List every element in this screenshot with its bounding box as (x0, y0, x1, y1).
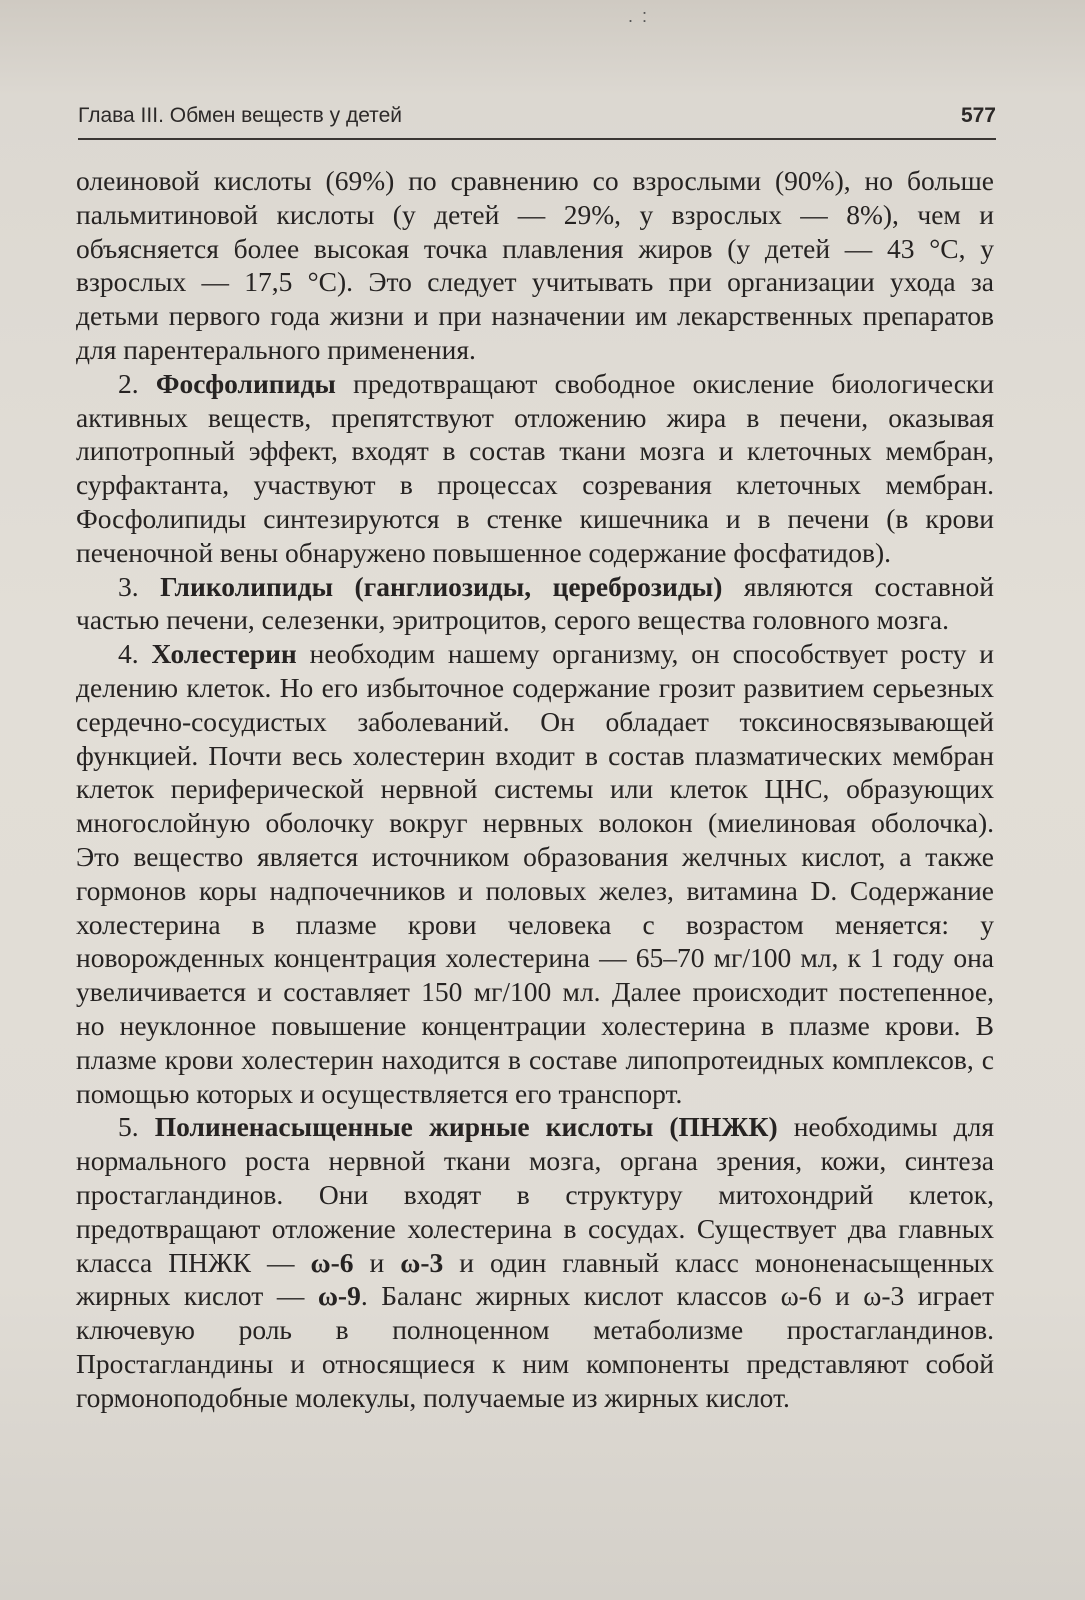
bold-term: ω-9 (317, 1280, 361, 1312)
bold-term: Полиненасыщенные жирные кислоты (ПНЖК) (154, 1111, 778, 1143)
bold-term: Гликолипиды (ганглиозиды, цереброзиды) (160, 570, 723, 602)
paragraph (76, 164, 994, 367)
paragraph-text: необходим нашему организму, он способствует росту и делению клеток. Но его избыточное содержание грозит развитием серьезных сердечно-сосудистых заболеваний. Он обладает токсиносвязывающей функцией. Почти весь холестерин входит в состав плазматических мембран клеток периферической нервной системы или клеток ЦНС, образующих многослойную оболочку вокруг нервных волокон (миелиновая оболочка). Это вещество является источником образования желчных кислот, а также гормонов коры надпочечников и половых желез, витамина D. Содержание холестерина в плазме крови человека с возрастом меняется: у новорожденных концентрация холестерина — 65–70 мг/100 мл, к 1 году она увеличивается и составляет 150 мг/100 мл. Далее происходит постепенное, но неуклонное повышение концентрации холестерина в плазме крови. В плазме крови холестерин находится в составе липопротеидных комплексов, с помощью которых и осуществляется его транспорт. (76, 638, 994, 1109)
paragraph-text: необходимы для нормального роста нервной ткани мозга, органа зрения, кожи, синтеза простагландинов. Они входят в структуру митохондрий клеток, предотвращают отложение холестерина в сосудах. Существует два главных класса ПНЖК — (76, 1111, 995, 1278)
paragraph-text: . Баланс жирных кислот классов ω-6 и ω-3 играет ключевую роль в полноценном метаболизме простагландинов. Простагландины и относящиеся к ним компоненты представляют собой гормоноподобные молекулы, получаемые из жирных кислот. (76, 1280, 994, 1413)
bold-term: ω-3 (400, 1246, 444, 1278)
page-number: 577 (960, 104, 996, 127)
paragraph-text: 4. (118, 638, 152, 670)
body-text (76, 164, 994, 1414)
bold-term: Холестерин (151, 638, 297, 670)
paragraph-text: и (353, 1246, 401, 1278)
paragraph-text: являются составной частью печени, селезенки, эритроцитов, серого вещества головного мозга. (76, 570, 995, 636)
paragraph-text: 3. (118, 570, 161, 602)
paragraph (76, 1110, 994, 1414)
bold-term: ω-6 (310, 1246, 354, 1278)
paragraph-text: предотвращают свободное окисление биологически активных веществ, препятствуют отложению жира в печени, оказывая липотропный эффект, входят в состав ткани мозга и клеточных мембран, сурфактанта, участвуют в процессах созревания клеточных мембран. Фосфолипиды синтезируются в стенке кишечника и в печени (в крови печеночной вены обнаружено повышенное содержание фосфатидов). (76, 367, 995, 568)
running-header (78, 104, 996, 140)
bold-term: Фосфолипиды (155, 367, 336, 399)
paragraph-text: 5. (118, 1111, 155, 1143)
paragraph-text: олеиновой кислоты (69%) по сравнению со взрослыми (90%), но больше пальмитиновой кислоты (у детей — 29%, у взрослых — 8%), чем и объясняется более высокая точка плавления жиров (у детей — 43 °С, у взрослых — 17,5 °С). Это следует учитывать при организации ухода за детьми первого года жизни и при назначении им лекарственных препаратов для парентерального применения. (76, 165, 994, 365)
print-mark: . : (628, 6, 650, 26)
paragraph (76, 570, 994, 638)
paragraph (76, 367, 994, 570)
paragraph-text: 2. (118, 367, 156, 399)
chapter-title: Глава III. Обмен веществ у детей (78, 104, 402, 127)
paragraph (76, 637, 994, 1110)
paragraph-text: и один главный класс мононенасыщенных жирных кислот — (76, 1246, 995, 1312)
